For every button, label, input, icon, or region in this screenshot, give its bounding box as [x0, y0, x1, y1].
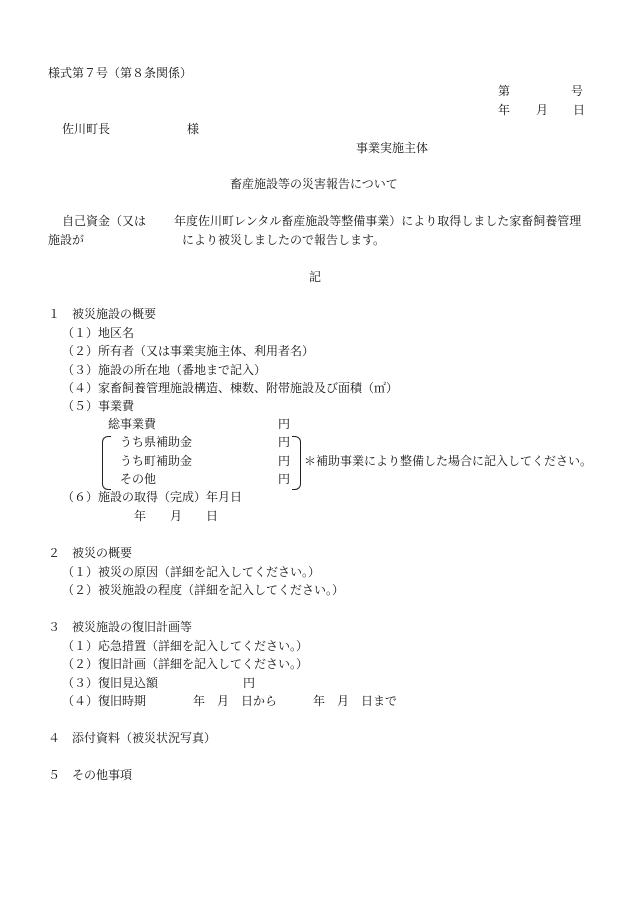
date-day: 日: [573, 103, 586, 117]
date-month: 月: [536, 103, 549, 117]
cost-town-label: うち町補助金: [120, 454, 193, 468]
section2-item1: （１）被災の原因（詳細を記入してください。）: [62, 565, 321, 579]
acquisition-date: 年 月 日: [134, 509, 219, 523]
section2-item2: （２）被災施設の程度（詳細を記入してください。）: [62, 583, 345, 597]
cost-total-yen: 円: [278, 417, 291, 431]
right-brace: [292, 436, 301, 490]
document-title: 畜産施設等の災害報告について: [230, 177, 398, 191]
cost-other-label: その他: [120, 472, 157, 486]
addressee: 佐川町長: [62, 122, 111, 136]
intro-line1-b: 年度佐川町レンタル畜産施設等整備事業）により取得しました家畜飼養管理: [174, 214, 582, 228]
section1-item4: （４）家畜飼養管理施設構造、棟数、附帯施設及び面積（㎡）: [62, 381, 399, 395]
section1-item2: （２）所有者（又は事業実施主体、利用者名）: [62, 344, 315, 358]
section4-heading: ４ 添付資料（被災状況写真）: [48, 731, 217, 745]
intro-line2-b: により被災しましたので報告します。: [182, 233, 386, 247]
section3-item1: （１）応急措置（詳細を記入してください。）: [62, 639, 309, 653]
section3-item2: （２）復旧計画（詳細を記入してください。）: [62, 657, 309, 671]
section5-heading: ５ その他事項: [48, 768, 133, 782]
subsidy-note: ＊補助事業により整備した場合に記入してください。: [304, 454, 593, 468]
left-brace: [102, 436, 111, 490]
section1-item1: （１）地区名: [62, 326, 135, 340]
cost-other-yen: 円: [278, 472, 291, 486]
section3-heading: ３ 被災施設の復旧計画等: [48, 620, 193, 634]
form-number: 様式第７号（第８条関係）: [48, 66, 193, 80]
doc-number-suffix: 号: [571, 84, 584, 98]
ki-heading: 記: [309, 270, 322, 284]
recovery-to: 年 月 日まで: [313, 694, 398, 708]
section1-item3: （３）施設の所在地（番地まで記入）: [62, 363, 267, 377]
section3-item4: （４）復旧時期: [62, 694, 147, 708]
cost-pref-label: うち県補助金: [120, 435, 193, 449]
recovery-cost-yen: 円: [243, 676, 256, 690]
section2-heading: ２ 被災の概要: [48, 546, 133, 560]
date-year: 年: [498, 103, 511, 117]
section1-item6: （６）施設の取得（完成）年月日: [62, 490, 243, 504]
submitter-label: 事業実施主体: [356, 141, 429, 155]
honorific: 様: [187, 122, 200, 136]
section1-heading: １ 被災施設の概要: [48, 307, 157, 321]
intro-line1-a: 自己資金（又は: [62, 214, 147, 228]
cost-town-yen: 円: [278, 454, 291, 468]
cost-total-label: 総事業費: [108, 417, 157, 431]
section1-item5: （５）事業費: [62, 399, 135, 413]
cost-pref-yen: 円: [278, 435, 291, 449]
recovery-from: 年 月 日から: [193, 694, 278, 708]
intro-line2-a: 施設が: [48, 233, 85, 247]
section3-item3: （３）復旧見込額: [62, 676, 159, 690]
doc-number-prefix: 第: [498, 84, 511, 98]
